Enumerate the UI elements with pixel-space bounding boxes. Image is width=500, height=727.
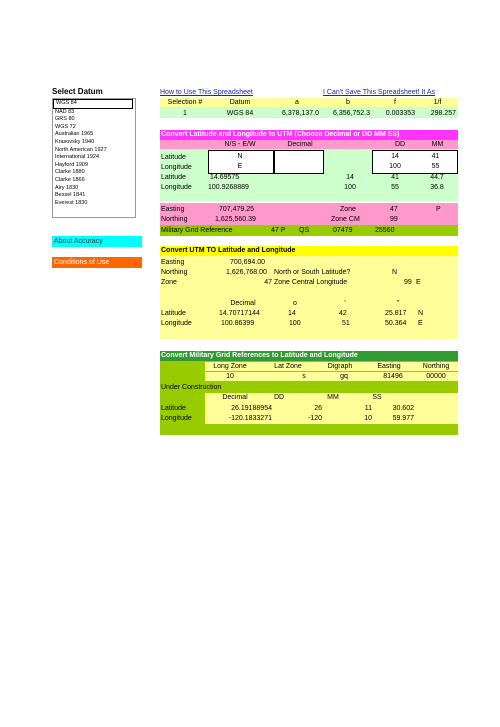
s2-lon-sec: 50.364 <box>385 320 407 327</box>
easting-label: Easting <box>161 206 185 213</box>
zone-label: Zone <box>340 206 356 213</box>
datum-option[interactable]: Everest 1830 <box>55 199 88 206</box>
s3-col-decimal: Decimal <box>222 394 248 401</box>
datum-option[interactable]: Clarke 1880 <box>55 169 85 176</box>
section-utm-to-latlon-title: Convert UTM TO Latitude and Longitude <box>160 246 458 256</box>
s3-lat-dd: 26 <box>314 405 322 412</box>
zone-cm-value: 99 <box>390 216 398 223</box>
s2-easting-label: Easting <box>161 259 185 266</box>
s2-zone-label: Zone <box>161 279 177 286</box>
s3-lon-mm: 10 <box>364 415 372 422</box>
zone-cl-label: Zone Central Longitude <box>274 279 348 286</box>
cant-save-link[interactable]: I Can't Save This Spreadsheet! It As <box>323 89 436 96</box>
s2-col-min: ' <box>344 300 346 307</box>
s2-lat-min: 42 <box>339 310 347 317</box>
s3-lon-decimal: -120.1833271 <box>228 415 272 422</box>
lat-mm-input[interactable]: 41 <box>431 153 440 160</box>
s2-lat-sec: 25.817 <box>385 310 407 317</box>
b-value: 6,356,752.3 <box>333 110 370 117</box>
selection-value[interactable]: 1 <box>183 110 187 117</box>
s2-col-decimal: Decimal <box>230 300 256 307</box>
s3-lat-mm: 11 <box>364 405 372 412</box>
lat-label: Latitude <box>161 154 186 161</box>
zone-value: 47 <box>390 206 398 213</box>
s3-long-zone-input[interactable]: 10 <box>226 373 234 380</box>
datum-option[interactable]: Bessel 1841 <box>55 192 86 199</box>
s3-lat-decimal: 26.19188954 <box>231 405 272 412</box>
decimal-input-box[interactable] <box>274 150 324 174</box>
s3-northing-input[interactable]: 00000 <box>426 373 446 380</box>
mgr-northing: 25560 <box>375 227 395 234</box>
col-a: a <box>295 99 299 106</box>
lat-decimal: 14.69575 <box>210 174 240 181</box>
s2-easting-input[interactable]: 700,694.00 <box>230 259 266 266</box>
lon-decimal: 100.9268889 <box>208 184 249 191</box>
s3-lat-zone-input[interactable]: s <box>302 373 306 380</box>
lon-dd-input[interactable]: 100 <box>389 163 401 170</box>
lon-mm-input[interactable]: 55 <box>431 163 440 170</box>
mgr-square: QS <box>299 227 310 234</box>
datum-option[interactable]: WGS 72 <box>55 123 76 130</box>
ns-input[interactable]: N <box>392 269 398 276</box>
datum-option[interactable]: Hayford 1909 <box>55 161 89 168</box>
zone-cl-value: 99 <box>404 279 412 286</box>
mgr-label: Military Grid Reference <box>161 227 233 234</box>
about-accuracy-button[interactable]: About Accuracy <box>52 236 142 247</box>
col-datum: Datum <box>229 99 251 106</box>
col-mm: MM <box>431 141 444 148</box>
s3-lat-label: Latitude <box>161 405 186 412</box>
s2-lat-dir: N <box>418 310 424 317</box>
lat-min: 41 <box>391 174 399 181</box>
lat-label-result: Latitude <box>161 174 186 181</box>
s3-col-easting: Easting <box>377 363 401 370</box>
conditions-of-use-button[interactable]: Conditions of Use <box>52 257 142 268</box>
datum-option[interactable]: Australian 1965 <box>55 131 94 138</box>
northing-label: Northing <box>161 216 188 223</box>
s3-lon-label: Longitude <box>161 415 192 422</box>
zone-cm-label: Zone CM <box>331 216 360 223</box>
s2-lon-label: Longitude <box>161 320 192 327</box>
s3-lat-ss: 30.602 <box>392 405 414 412</box>
s2-lon-decimal: 100.86399 <box>221 320 255 327</box>
s3-col-long-zone: Long Zone <box>213 363 247 370</box>
lon-deg: 100 <box>344 184 356 191</box>
zone-letter: P <box>436 206 441 213</box>
s2-lat-deg: 14 <box>288 310 296 317</box>
how-to-use-link[interactable]: How to Use This Spreadsheet <box>160 89 253 96</box>
s3-lon-ss: 59.977 <box>392 415 414 422</box>
s2-lon-dir: E <box>418 320 423 327</box>
s3-col-mm: MM <box>327 394 339 401</box>
s2-northing-label: Northing <box>161 269 188 276</box>
mgr-zone: 47 P <box>271 227 286 234</box>
datum-option[interactable]: NAD 83 <box>55 108 75 115</box>
lon-label-result: Longitude <box>161 184 192 191</box>
mgr-easting: 07479 <box>333 227 353 234</box>
s2-northing-input[interactable]: 1,626,768.00 <box>226 269 267 276</box>
f-value: 0.003353 <box>385 110 415 117</box>
s3-col-northing: Northing <box>422 363 450 370</box>
datum-listbox[interactable] <box>52 98 136 218</box>
s3-col-lat-zone: Lat Zone <box>274 363 302 370</box>
ns-question: North or South Latitude? <box>274 269 351 276</box>
easting-value: 707,479.25 <box>219 206 255 213</box>
datum-option[interactable]: WGS 84 <box>53 99 133 109</box>
section-latlon-to-utm-title: Convert Latitude and Longitude to UTM (Choose Decimal or DD MM SS) <box>160 130 458 140</box>
s2-lat-decimal: 14.70717144 <box>219 310 260 317</box>
s2-zone-input[interactable]: 47 <box>264 279 272 286</box>
col-f: f <box>394 99 396 106</box>
datum-value: WGS 84 <box>226 110 254 117</box>
s2-col-sec: " <box>396 300 400 307</box>
lat-dd-input[interactable]: 14 <box>391 153 399 160</box>
datum-option[interactable]: Clarke 1866 <box>55 176 85 183</box>
utm-result-band <box>160 203 458 225</box>
col-dd: DD <box>394 141 406 148</box>
datum-option[interactable]: GRS 80 <box>55 116 75 123</box>
lat-sec: 44.7 <box>430 174 444 181</box>
a-value: 6,378,137.0 <box>282 110 319 117</box>
section-mgr-to-latlon-title: Convert Military Grid References to Latitude and Longitude <box>160 351 458 361</box>
lon-sec: 36.8 <box>430 184 444 191</box>
s2-lat-label: Latitude <box>161 310 186 317</box>
lat-deg: 14 <box>346 174 354 181</box>
s2-col-deg: o <box>293 300 297 307</box>
under-construction-label: Under Construction <box>161 384 222 391</box>
northing-value: 1,625,560.39 <box>215 216 256 223</box>
datum-option[interactable]: International 1924 <box>55 154 100 161</box>
col-selection: Selection # <box>167 99 203 106</box>
lon-direction[interactable]: E <box>237 163 243 170</box>
col-decimal: Decimal <box>287 141 313 148</box>
s2-lon-deg: 100 <box>289 320 301 327</box>
datum-option[interactable]: North American 1927 <box>55 146 107 153</box>
datum-option[interactable]: Airy 1830 <box>55 184 79 191</box>
s3-col-digraph: Digraph <box>327 363 353 370</box>
s3-col-dd: DD <box>273 394 285 401</box>
s3-col-ss: SS <box>372 394 382 401</box>
col-inv-f: 1/f <box>433 99 442 106</box>
datum-option[interactable]: Krasovsky 1940 <box>55 138 95 145</box>
lon-label: Longitude <box>161 164 192 171</box>
s3-digraph-input[interactable]: gq <box>340 373 348 380</box>
col-ns-ew: N/S - E/W <box>224 141 256 148</box>
lat-direction[interactable]: N <box>237 153 243 160</box>
s3-easting-input[interactable]: 81496 <box>383 373 403 380</box>
inv-f-value: 298.257 <box>430 110 456 117</box>
col-b: b <box>346 99 350 106</box>
s2-lon-min: 51 <box>342 320 350 327</box>
zone-cl-dir: E <box>416 279 421 286</box>
lon-min: 55 <box>391 184 399 191</box>
select-datum-label: Select Datum <box>52 87 103 96</box>
s3-lon-dd: -120 <box>307 415 322 422</box>
